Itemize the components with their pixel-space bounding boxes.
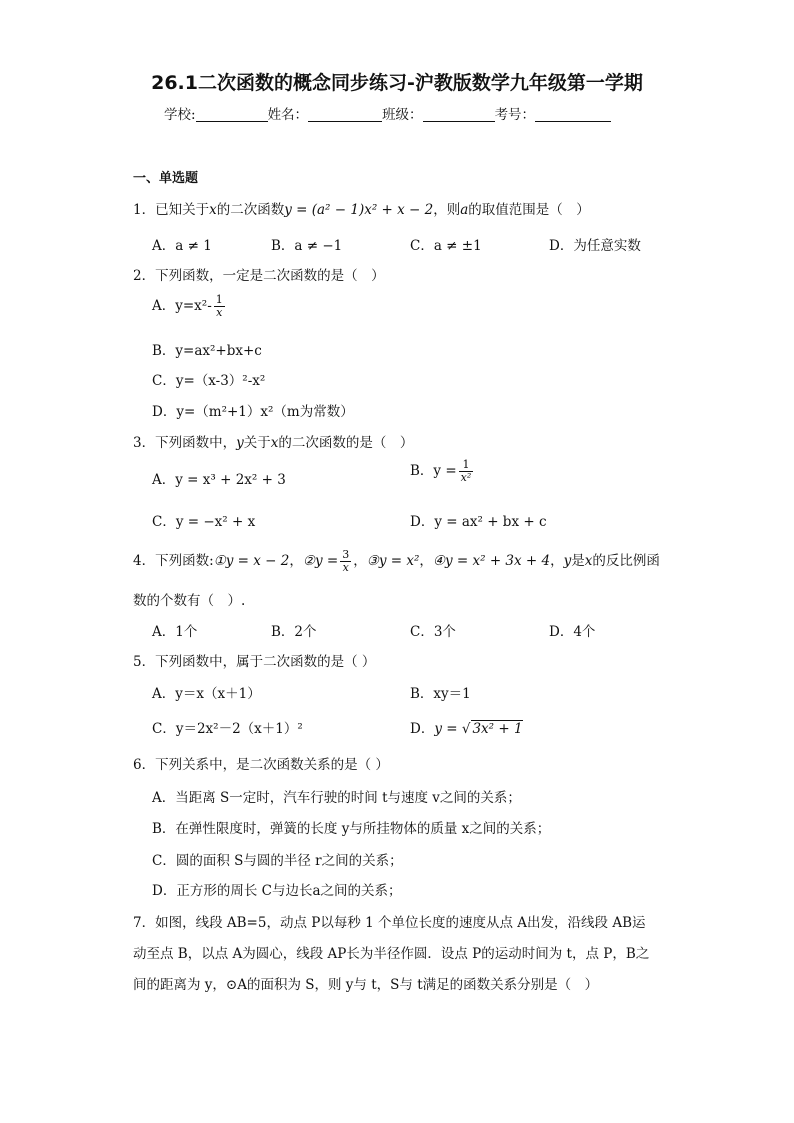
question-7-line-2: 动至点 B，以点 A为圆心，线段 AP长为半径作圆．设点 P的运动时间为 t，点 P，B之 [133, 946, 650, 962]
q5-option-b[interactable]: B．xy＝1 [410, 686, 471, 702]
question-6-stem: 6．下列关系中，是二次函数关系的是（ ） [133, 757, 389, 773]
student-info-line [164, 103, 611, 123]
q3-option-a[interactable]: A．y = x³ + 2x² + 3 [152, 472, 286, 488]
name-blank[interactable] [308, 107, 382, 122]
q2-fraction: $\frac{1}{x}$ [215, 293, 223, 319]
q1-option-d[interactable]: D．为任意实数 [549, 238, 641, 254]
q6-option-b[interactable]: B．在弹性限度时，弹簧的长度 y与所挂物体的质量 x之间的关系； [152, 821, 551, 837]
question-3-stem: 3．下列函数中，y关于x的二次函数的是（ ） [133, 435, 414, 451]
name-label: 姓名： [267, 107, 309, 123]
question-2-stem: 2．下列函数，一定是二次函数的是（ ） [133, 268, 385, 284]
school-label: 学校: [164, 107, 196, 123]
q2-option-c[interactable]: C．y=（x-3）²-x² [152, 373, 266, 389]
q1-option-b[interactable]: B．a ≠ −1 [271, 238, 343, 254]
q2-option-a[interactable]: A．y=x²- $\frac{1}{x}$ [152, 293, 223, 319]
q4-option-b[interactable]: B．2个 [271, 624, 317, 640]
q3-fraction: $\frac{1}{\text{x²}}$ [460, 458, 472, 484]
q4-option-c[interactable]: C．3个 [410, 624, 456, 640]
q1-option-a[interactable]: A．a ≠ 1 [152, 238, 212, 254]
question-4-stem: 4．下列函数:①y = x − 2，②y = $\frac{3}{x}$ ，③y = x²，④y = x² + 3x + 4，y是x的反比例函 [133, 548, 660, 574]
worksheet-title: 26.1二次函数的概念同步练习-沪教版数学九年级第一学期 [151, 72, 643, 94]
exam-no-label: 考号： [494, 107, 536, 123]
q5-option-a[interactable]: A．y＝x（x＋1） [152, 686, 261, 702]
question-5-stem: 5．下列函数中，属于二次函数的是（ ） [133, 654, 376, 670]
q3-option-c[interactable]: C．y = −x² + x [152, 514, 256, 530]
q6-option-d[interactable]: D．正方形的周长 C与边长a之间的关系； [152, 883, 402, 899]
q1-option-c[interactable]: C．a ≠ ±1 [410, 238, 482, 254]
question-4-stem-cont: 数的个数有（ ）. [133, 593, 246, 609]
q3-option-b[interactable]: B．y = $\frac{1}{\text{x²}}$ [410, 458, 472, 484]
q2-option-b[interactable]: B．y=ax²+bx+c [152, 343, 262, 359]
q5-option-c[interactable]: C．y＝2x²－2（x＋1）² [152, 721, 303, 737]
q1-formula: y = (a² − 1)x² + x − 2 [284, 202, 434, 218]
section-heading: 一、单选题 [133, 171, 199, 186]
exam-no-blank[interactable] [535, 107, 611, 122]
q4-fraction: $\frac{3}{x}$ [342, 548, 350, 574]
question-7-line-3: 间的距离为 y，⊙A的面积为 S，则 y与 t，S与 t满足的函数关系分别是（ ） [133, 977, 599, 993]
q4-option-d[interactable]: D．4个 [549, 624, 596, 640]
class-blank[interactable] [423, 107, 495, 122]
q6-option-a[interactable]: A．当距离 S一定时，汽车行驶的时间 t与速度 v之间的关系； [152, 790, 521, 806]
question-1-stem: 1．已知关于x的二次函数y = (a² − 1)x² + x − 2，则a的取值范围是（ ） [133, 202, 590, 218]
q4-option-a[interactable]: A．1个 [152, 624, 198, 640]
school-blank[interactable] [196, 107, 268, 122]
class-label: 班级： [382, 107, 423, 123]
q6-option-c[interactable]: C．圆的面积 S与圆的半径 r之间的关系； [152, 853, 403, 869]
q5-option-d[interactable]: D．y = √ 3x² + 1 [410, 721, 523, 737]
q3-option-d[interactable]: D．y = ax² + bx + c [410, 514, 547, 530]
question-7-line-1: 7．如图，线段 AB=5，动点 P以每秒 1 个单位长度的速度从点 A出发，沿线段 AB运 [133, 915, 646, 931]
q5-radical: 3x² + 1 [472, 721, 523, 737]
q2-option-d[interactable]: D．y=（m²+1）x²（m为常数） [152, 404, 354, 420]
